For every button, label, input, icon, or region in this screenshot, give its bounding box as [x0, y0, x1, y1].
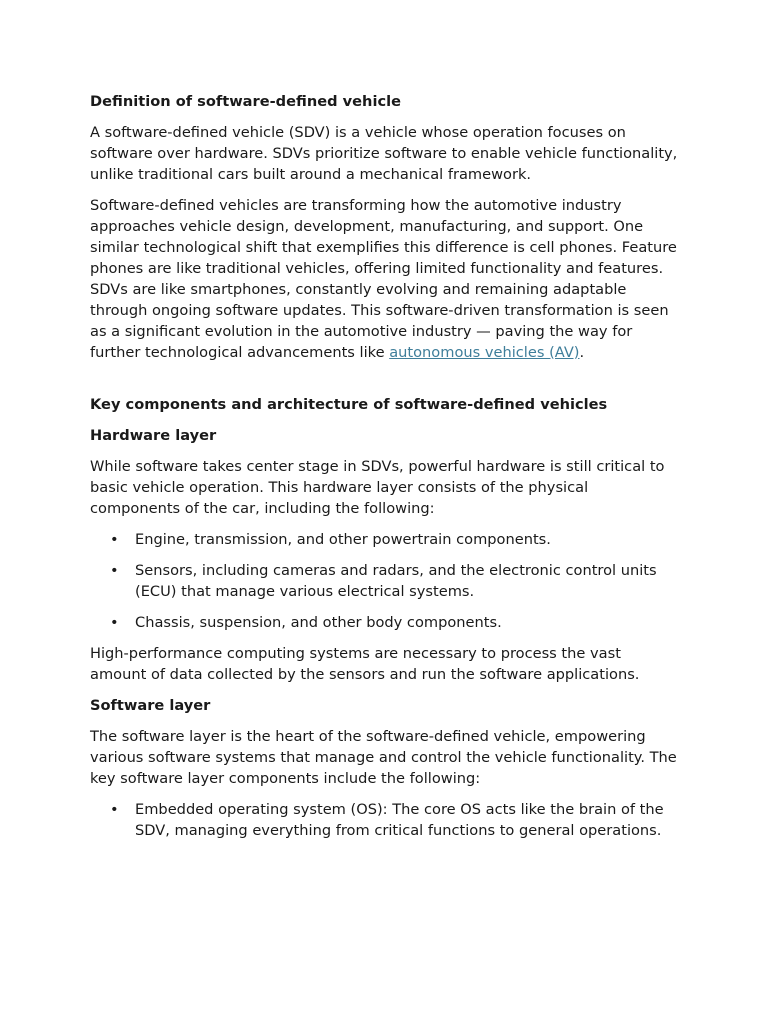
bullet-icon: •: [110, 562, 119, 579]
hardware-outro-paragraph: High-performance computing systems are necessary to process the vast amount of data collected by the sensors and run the software applications.: [90, 645, 640, 683]
list-item-text: Sensors, including cameras and radars, and the electronic control units (ECU) that manage various electrical systems.: [135, 562, 657, 600]
section-title-definition: Definition of software-defined vehicle: [90, 93, 402, 110]
section-title-key-components: Key components and architecture of software-defined vehicles: [90, 396, 608, 413]
software-list: [90, 799, 678, 841]
definition-paragraph-2: [90, 195, 678, 363]
definition-paragraph-2-end: .: [579, 344, 585, 361]
list-item: [110, 560, 678, 602]
hardware-list: [90, 529, 678, 633]
bullet-icon: •: [110, 531, 119, 548]
list-item: [110, 529, 678, 550]
autonomous-vehicles-link[interactable]: autonomous vehicles (AV): [389, 344, 580, 361]
software-intro-paragraph: The software layer is the heart of the software-defined vehicle, empowering various software systems that manage and control the vehicle functionality. The key software layer components include the following:: [90, 728, 677, 787]
subsection-title-software: Software layer: [90, 697, 211, 714]
list-item: [110, 799, 678, 841]
list-item-text: Embedded operating system (OS): The core OS acts like the brain of the SDV, managing everything from critical functions to general operations.: [135, 801, 664, 839]
list-item-text: Chassis, suspension, and other body components.: [135, 614, 502, 631]
subsection-title-hardware: Hardware layer: [90, 427, 217, 444]
list-item: [110, 612, 678, 633]
bullet-icon: •: [110, 801, 119, 818]
list-item-text: Engine, transmission, and other powertrain components.: [135, 531, 551, 548]
bullet-icon: •: [110, 614, 119, 631]
definition-paragraph-2-text: Software-defined vehicles are transforming how the automotive industry approaches vehicle design, development, manufacturing, and support. One similar technological shift that exemplifies this difference is cell phones. Feature phones are like traditional vehicles, offering limited functionality and features. SDVs are like smartphones, constantly evolving and remaining adaptable through ongoing software updates. This software-driven transformation is seen as a significant evolution in the automotive industry — paving the way for further technological advancements like: [90, 197, 677, 361]
definition-paragraph-1: A software-defined vehicle (SDV) is a vehicle whose operation focuses on software over hardware. SDVs prioritize software to enable vehicle functionality, unlike traditional cars built around a mechanical framework.: [90, 124, 678, 183]
hardware-intro-paragraph: While software takes center stage in SDVs, powerful hardware is still critical to basic vehicle operation. This hardware layer consists of the physical components of the car, including the following:: [90, 458, 665, 517]
